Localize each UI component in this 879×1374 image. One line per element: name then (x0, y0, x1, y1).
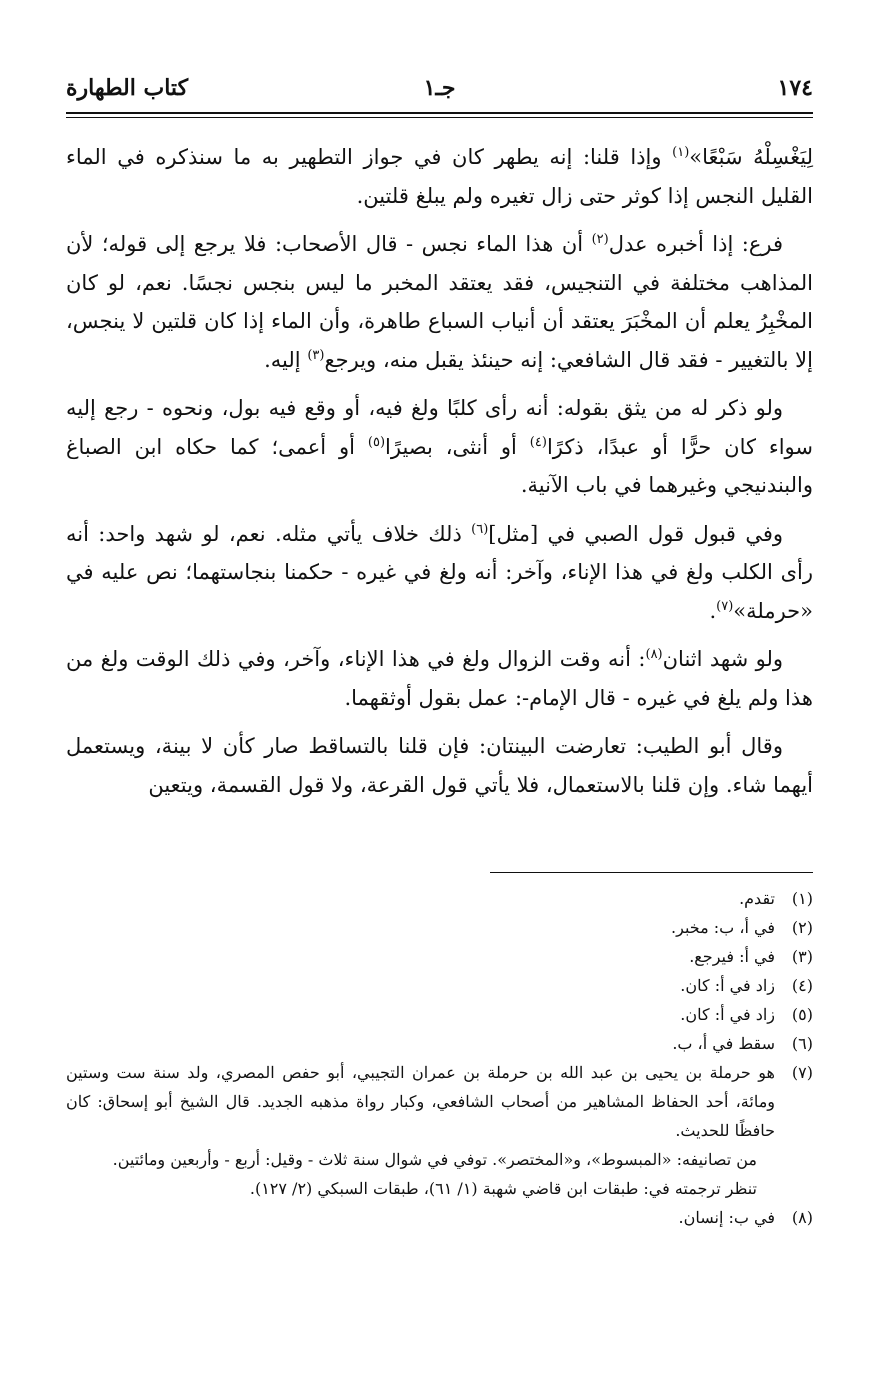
footnote-text (66, 1058, 775, 1203)
footnote-text: زاد في أ: كان. (680, 976, 775, 995)
page-header (66, 70, 813, 106)
paragraph: وقال أبو الطيب: تعارضت البينتان: فإن قلنا بالتساقط صار كأن لا بينة، ويستعمل أيهما شاء. وإن قلنا بالاستعمال، فلا يأتي قول القرعة، ولا قول القسمة، ويتعين (66, 734, 813, 797)
footnote-ref: (٢) (591, 232, 609, 247)
text-run: أو أنثى، بصيرًا (385, 434, 530, 459)
footnote-ref: (٧) (716, 598, 734, 614)
paragraph (66, 225, 813, 379)
footnote-number: (٧) (791, 1063, 813, 1082)
text-run: أن هذا الماء نجس - قال الأصحاب: فلا يرجع إلى قوله؛ لأن المذاهب مختلفة في التنجيس، فقد يعتقد المخبر ما ليس بنجس نجسًا. نعم، لو كان المخْبِرُ يعلم أن المخْبَرَ يعتقد أن أنياب السباع طاهرة، وأن الماء إذا كان قلتين لا ينجس، إلا بالتغيير - فقد قال الشافعي: إنه حينئذ يقبل منه، ويرجع (66, 232, 813, 372)
footnote (66, 1000, 813, 1029)
footnote-line: تنظر ترجمته في: طبقات ابن قاضي شهبة (١/ ٦١)، طبقات السبكي (٢/ ١٢٧). (249, 1179, 757, 1198)
text-run: أو أعمى؛ كما حكاه ابن الصباغ والبندنيجي وغيرهما في باب الآنية. (66, 434, 813, 497)
footnote (66, 913, 813, 942)
footnote (66, 1029, 813, 1058)
volume-label: جـ١ (423, 75, 456, 101)
paragraph (66, 389, 813, 505)
footnote-line: هو حرملة بن يحيى بن عبد الله بن حرملة بن عمران التجيبي، أبو حفص المصري، ولد سنة ست وستين ومائة، أحد الحفاظ المشاهير من أصحاب الشافعي، وكبار رواة مذهبه الجديد. قال الشيخ أبو إسحاق: كان حافظًا للحديث. (66, 1063, 775, 1140)
running-title: كتاب الطهارة (66, 75, 189, 101)
footnote-ref: (٣) (307, 347, 325, 363)
footnote-ref: (١) (672, 145, 690, 160)
book-page (66, 0, 813, 1374)
main-text (66, 138, 813, 814)
footnote-text: في أ، ب: مخبر. (671, 918, 775, 937)
footnote-number: (٦) (791, 1034, 813, 1053)
footnote-number: (١) (791, 889, 813, 908)
footnote (66, 971, 813, 1000)
text-run: وفي قبول قول الصبي في [مثل] (488, 521, 784, 546)
text-run: ولو ذكر له من يثق بقوله: أنه رأى كلبًا ولغ فيه، أو وقع فيه بول، ونحوه - رجع إليه سواء كان حرًّا أو عبدًا، ذكرًا (66, 396, 814, 459)
footnote-number: (٣) (791, 947, 813, 966)
footnotes (66, 884, 813, 1232)
text-run: لِيَغْسِلْهُ سَبْعًا» (689, 145, 813, 169)
header-rule-thin (66, 117, 813, 118)
footnote-separator (490, 872, 813, 873)
footnote-text: تقدم. (739, 889, 775, 908)
footnote-ref: (٥) (367, 434, 386, 450)
paragraph (66, 640, 813, 717)
footnote-ref: (٦) (471, 521, 489, 537)
header-rule-thick (66, 112, 813, 114)
footnote (66, 1058, 813, 1203)
footnote (66, 1203, 813, 1232)
footnote (66, 942, 813, 971)
text-run: وإذا قلنا: إنه يطهر كان في جواز التطهير به ما سنذكره في الماء القليل النجس إذا كوثر حتى زال تغيره ولم يبلغ قلتين. (66, 145, 813, 208)
footnote-number: (٢) (791, 918, 813, 937)
text-run: ذلك خلاف يأتي مثله. نعم، لو شهد واحد: أنه رأى الكلب ولغ في هذا الإناء، وآخر: أنه ولغ في غيره - حكمنا بنجاستهما؛ نص عليه في «حرملة» (66, 521, 813, 623)
text-run: إليه. (264, 347, 308, 372)
footnote-text: زاد في أ: كان. (680, 1005, 775, 1024)
text-run: ولو شهد اثنان (662, 647, 784, 671)
paragraph (66, 138, 813, 215)
footnote-number: (٥) (791, 1005, 813, 1024)
text-run: . (709, 598, 717, 623)
footnote-line: من تصانيفه: «المبسوط»، و«المختصر». توفي في شوال سنة ثلاث - وقيل: أربع - وأربعين ومائتين. (112, 1150, 757, 1169)
footnote-text: سقط في أ، ب. (672, 1034, 775, 1053)
text-run: : أنه وقت الزوال ولغ في هذا الإناء، وآخر، وفي ذلك الوقت ولغ من هذا ولم يلغ في غيره - قال الإمام-: عمل بقول أوثقهما. (66, 647, 813, 710)
footnote-text: في أ: فيرجع. (689, 947, 775, 966)
text-run: فرع: إذا أخبره عدل (608, 232, 783, 256)
footnote (66, 884, 813, 913)
footnote-number: (٨) (791, 1208, 813, 1227)
footnote-number: (٤) (791, 976, 813, 995)
footnote-ref: (٤) (529, 434, 547, 450)
page-number: ١٧٤ (777, 75, 813, 101)
footnote-ref: (٨) (645, 647, 663, 662)
paragraph (66, 515, 813, 631)
footnote-text: في ب: إنسان. (678, 1208, 775, 1227)
